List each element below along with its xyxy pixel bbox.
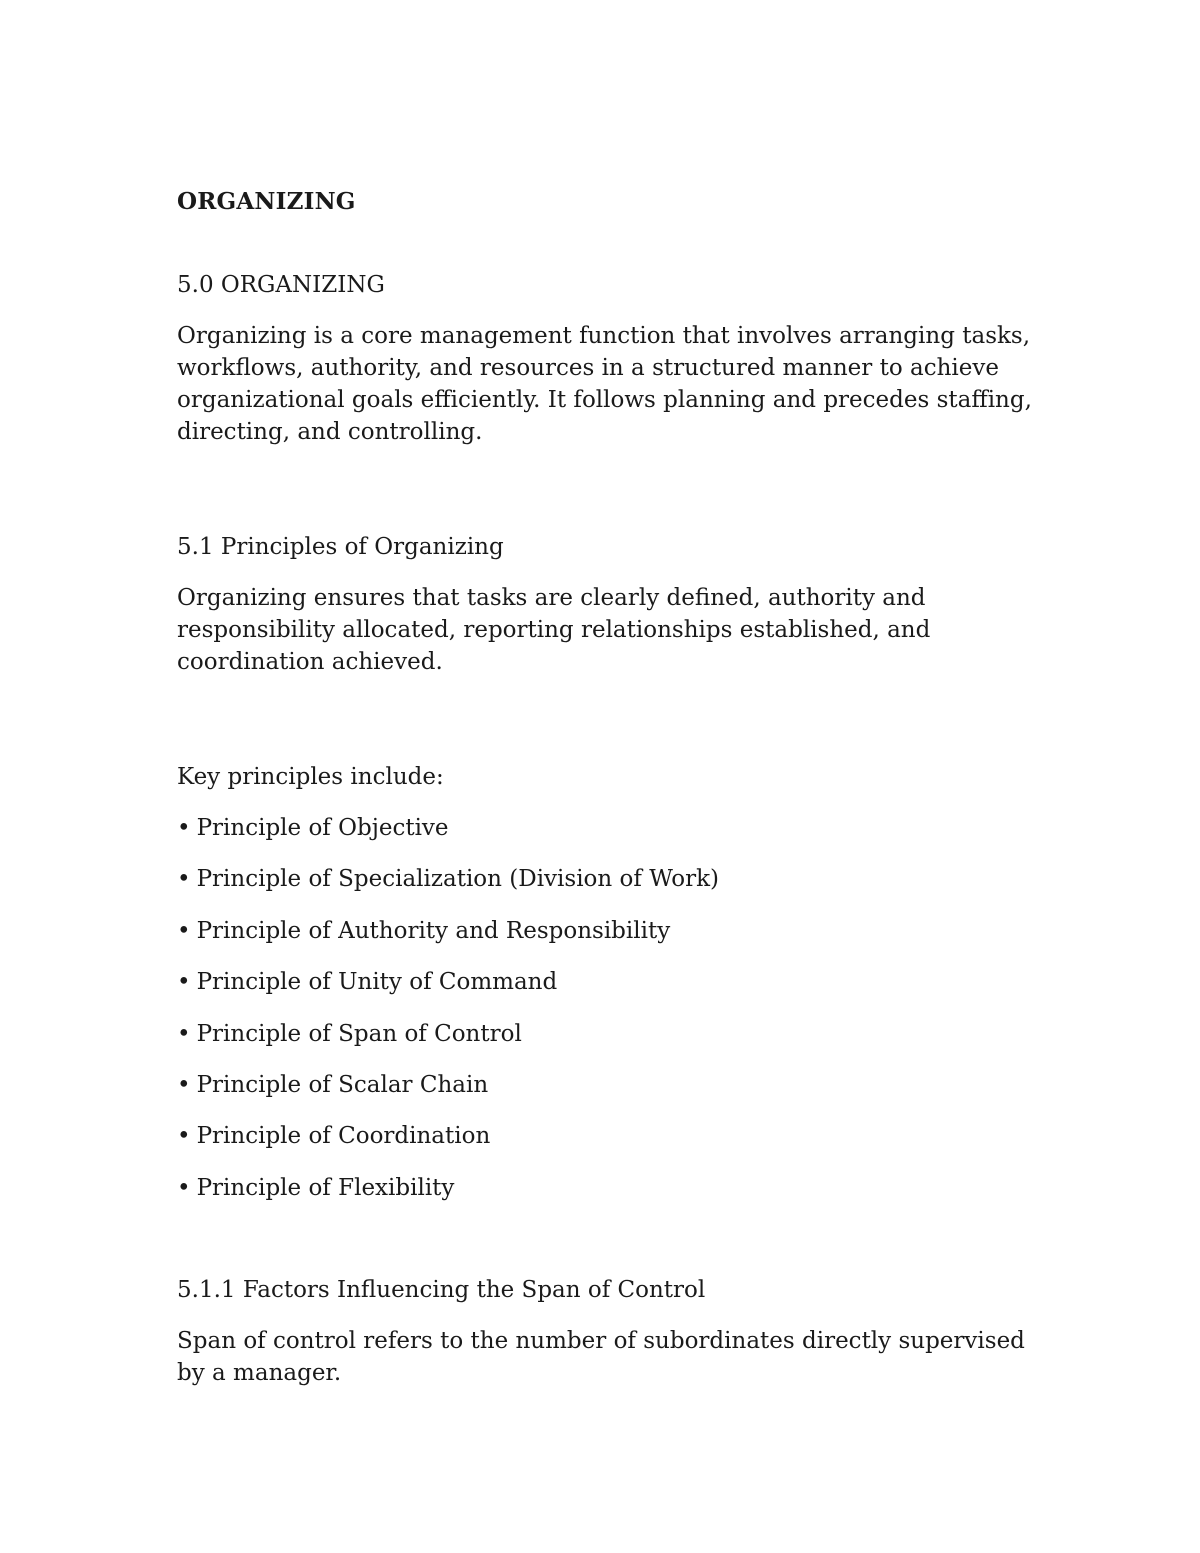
list-item: [177, 1120, 1037, 1152]
list-item: [177, 863, 1037, 895]
list-item: [177, 812, 1037, 844]
bullet-icon: •: [177, 1071, 191, 1098]
list-item: [177, 1172, 1037, 1204]
bullet-icon: •: [177, 917, 191, 944]
list-item: [177, 966, 1037, 998]
list-item-text: Principle of Specialization (Division of Work): [196, 866, 720, 893]
list-item-text: Principle of Scalar Chain: [196, 1071, 489, 1098]
list-item: [177, 915, 1037, 947]
section-heading-5-1-1: 5.1.1 Factors Influencing the Span of Control: [177, 1276, 706, 1303]
section-heading-5-0: 5.0 ORGANIZING: [177, 272, 385, 298]
bullet-icon: •: [177, 866, 191, 893]
bullet-icon: •: [177, 1020, 191, 1047]
section-body-5-0: Organizing is a core management function that involves arranging tasks, workflows, authority, and resources in a structured manner to achieve organizational goals efficiently. It follows planning and precedes staffing, directing, and controlling.: [177, 323, 1032, 445]
list-item-text: Principle of Authority and Responsibility: [196, 917, 671, 944]
bullet-icon: •: [177, 969, 191, 996]
list-item: [177, 1018, 1037, 1050]
document-title: ORGANIZING: [177, 188, 356, 215]
section-heading-5-1: 5.1 Principles of Organizing: [177, 534, 504, 560]
list-item-text: Principle of Span of Control: [196, 1020, 522, 1047]
bullet-icon: •: [177, 815, 191, 841]
list-item-text: Principle of Objective: [196, 815, 449, 841]
principles-list: [177, 812, 1037, 1204]
section-body-5-1: Organizing ensures that tasks are clearly defined, authority and responsibility allocated, reporting relationships established, and coordination achieved.: [177, 585, 931, 675]
document-content: [177, 186, 1037, 1389]
section-body-5-1-1: Span of control refers to the number of subordinates directly supervised by a manager.: [177, 1327, 1025, 1386]
list-item-text: Principle of Coordination: [196, 1123, 491, 1150]
list-item-text: Principle of Unity of Command: [196, 969, 558, 996]
list-item-text: Principle of Flexibility: [196, 1174, 455, 1201]
list-item: [177, 1069, 1037, 1101]
bullet-icon: •: [177, 1174, 191, 1201]
list-intro: Key principles include:: [177, 764, 444, 790]
bullet-icon: •: [177, 1123, 191, 1150]
